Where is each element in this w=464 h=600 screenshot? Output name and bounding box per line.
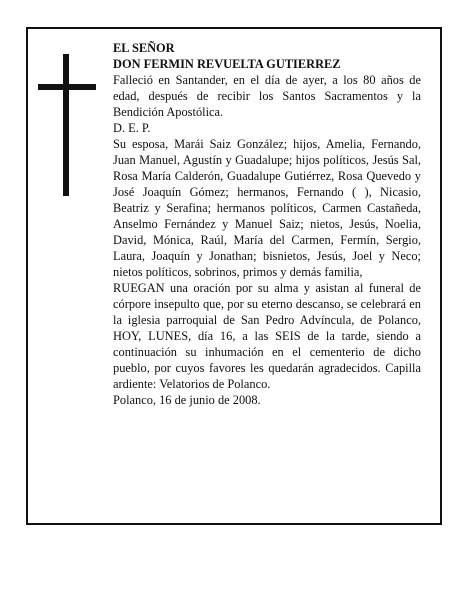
cross-icon-vertical: [63, 54, 69, 196]
death-announcement: Falleció en Santander, en el día de ayer, a los 80 años de edad, después de recibir los Santos Sacramentos y la Bendición Apostólica.: [113, 73, 421, 119]
place-date: Polanco, 16 de junio de 2008.: [113, 393, 261, 407]
funeral-details: RUEGAN una oración por su alma y asistan al funeral de córpore insepulto que, por su eterno descanso, se celebrará en la iglesia parroquial de San Pedro Advíncula, de Polanco, HOY, LUNES, día 16, a las SEIS de la tarde, siendo a continuación su inhumación en el cementerio de dicho pueblo, por cuyos favores les quedarán agradecidos. Capilla ardiente: Velatorios de Polanco.: [113, 281, 421, 391]
notice-title: EL SEÑOR: [113, 41, 175, 55]
cross-icon-horizontal: [38, 84, 96, 90]
dep-line: D. E. P.: [113, 121, 151, 135]
obituary-text: [113, 40, 421, 408]
family-list: Su esposa, Marái Saiz González; hijos, Amelia, Fernando, Juan Manuel, Agustín y Guadalupe; hijos políticos, Jesús Sal, Rosa María Calderón, Guadalupe Gutiérrez, Rosa Quevedo y José Joaquín Gómez; hermanos, Fernando ( ), Nicasio, Beatriz y Serafina; hermanos políticos, Carmen Castañeda, Anselmo Fernández y Manuel Saiz; nietos, Jesús, Noelia, David, Mónica, Raúl, María del Carmen, Fermín, Sergio, Laura, Joaquín y Jonathan; bisnietos, Jesús, Joel y Neco; nietos políticos, sobrinos, primos y demás familia,: [113, 137, 421, 279]
deceased-name: DON FERMIN REVUELTA GUTIERREZ: [113, 57, 341, 71]
